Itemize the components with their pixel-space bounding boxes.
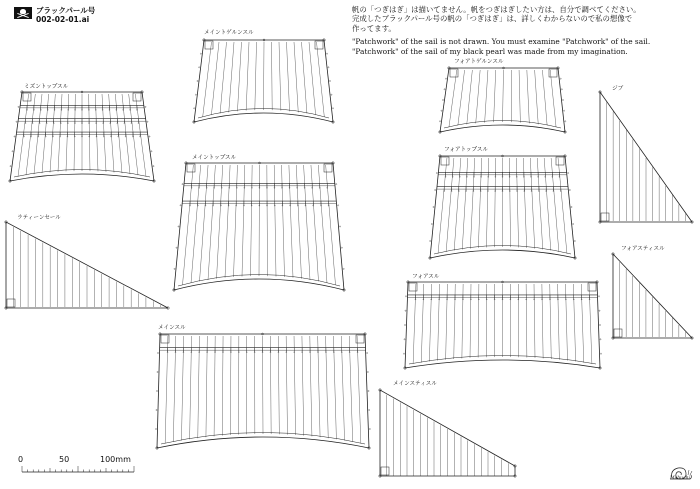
scale-bar (22, 466, 134, 472)
note-jp-2: 完成したブラックパール号の帆の「つぎはぎ」は、詳しくわからないので私の想像で (352, 14, 633, 24)
sail-main-topgallant (193, 39, 334, 123)
sail-fore-topgallant (439, 67, 566, 133)
sail-main-staysail (379, 389, 516, 477)
note-jp-3: 作ってます。 (352, 23, 396, 33)
label-foresail: フォアスル (412, 274, 440, 280)
scale-label-0: 0 (18, 455, 24, 464)
notes-block (352, 5, 692, 56)
label-main-topsail: メイントップスル (192, 155, 237, 161)
note-en-2: "Patchwork" of the sail of my black pearl was made from my imagination. (352, 46, 628, 56)
sail-foresail (403, 281, 601, 369)
logo-text: Mabuchi (670, 476, 690, 481)
sail-mizzen-topsail (9, 91, 155, 182)
sail-lateen (5, 221, 169, 309)
sail-fore-topsail (429, 155, 576, 259)
note-jp-1: 帆の「つぎはぎ」は描いてません。帆をつぎはぎしたい方は、自分で調べてください。 (352, 5, 641, 14)
sheet-title: ブラックパール号 (36, 6, 96, 15)
snail-signature-icon (668, 462, 694, 484)
scale-label-50: 50 (59, 455, 70, 464)
label-main-topgallant: メイントゲルンスル (204, 30, 254, 36)
label-fore-topsail: フォアトップスル (444, 147, 489, 153)
scale-label-100: 100mm (100, 455, 131, 464)
label-mizzen-topsail: ミズントップスル (24, 84, 69, 90)
label-lateen: ラティーンセール (17, 215, 61, 221)
sail-fore-staysail (612, 253, 693, 339)
note-en-1: "Patchwork" of the sail is not drawn. You must examine "Patchwork" of the sail. (352, 37, 651, 47)
sail-main-topsail (173, 162, 345, 291)
label-fore-topgallant: フォアトゲルンスル (454, 59, 504, 65)
jolly-roger-icon (14, 7, 32, 19)
sail-jib (599, 91, 693, 223)
label-main-staysail: メインスティスル (393, 381, 437, 387)
sheet-header (14, 6, 95, 24)
sail-mainsail (155, 333, 370, 449)
label-jib: ジブ (612, 86, 624, 92)
file-id: 002-02-01.ai (36, 15, 90, 24)
label-fore-staysail: フォアスティスル (621, 246, 665, 252)
label-mainsail: メインスル (158, 325, 186, 331)
